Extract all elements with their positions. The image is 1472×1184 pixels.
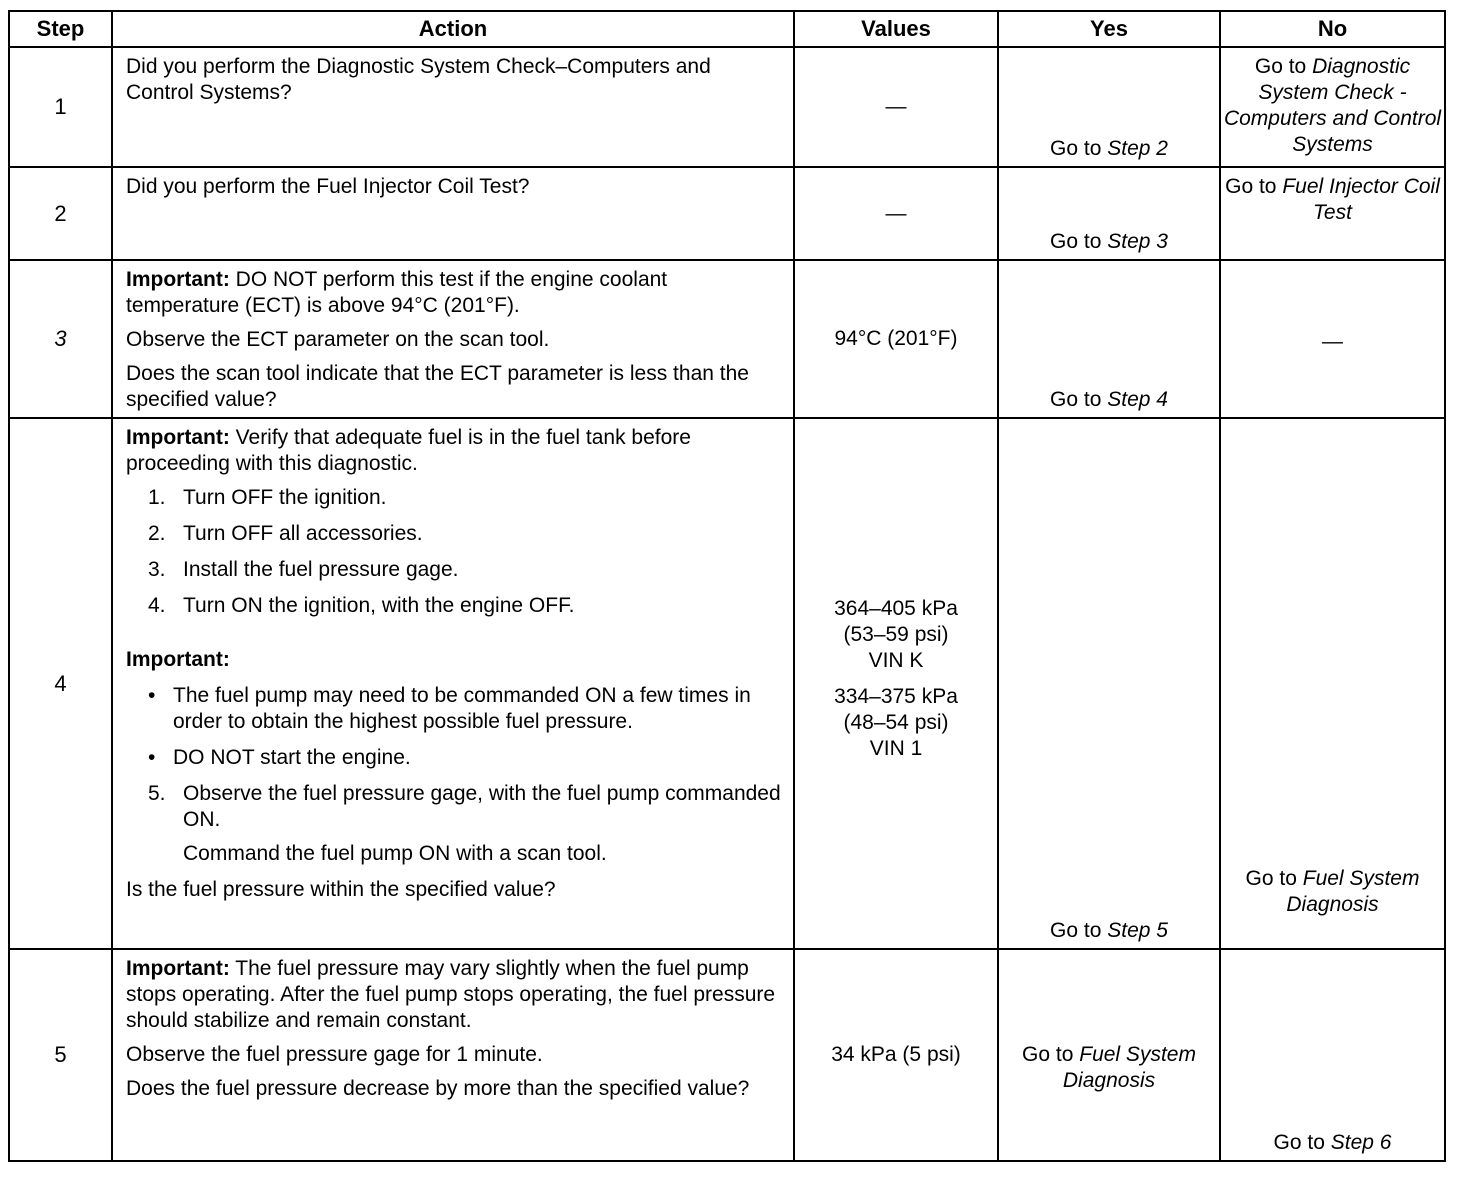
important-label: Important:	[126, 957, 230, 980]
value-text: 94°C (201°F)	[834, 327, 958, 350]
list-item: 4. Turn ON the ignition, with the engine OFF.	[148, 594, 575, 617]
action-cell	[112, 418, 794, 949]
action-cell	[112, 949, 794, 1161]
values-cell	[794, 167, 998, 260]
yes-cell[interactable]	[998, 418, 1220, 949]
step-number: 3	[9, 260, 112, 418]
table-row	[9, 418, 1445, 949]
header-yes: Yes	[998, 11, 1220, 47]
value-text: 34 kPa (5 psi)	[831, 1043, 961, 1066]
action-cell	[112, 260, 794, 418]
yes-prefix: Go to	[1050, 388, 1108, 411]
table-row	[9, 167, 1445, 260]
yes-link[interactable]: Step 4	[1107, 388, 1168, 411]
yes-prefix: Go to	[1050, 137, 1108, 160]
important-text: Verify that adequate fuel is in the fuel tank before proceeding with this diagnostic.	[126, 426, 691, 475]
list-item: 5. Observe the fuel pressure gage, with the fuel pump commanded ON.	[148, 782, 781, 831]
no-link[interactable]: Diagnostic System Check - Computers and Control Systems	[1223, 55, 1442, 156]
yes-link[interactable]: Fuel System Diagnosis	[1062, 1043, 1196, 1092]
no-cell[interactable]	[1220, 47, 1445, 167]
action-text: Did you perform the Diagnostic System Check–Computers and Control Systems?	[126, 55, 711, 104]
action-question: Does the scan tool indicate that the ECT parameter is less than the specified value?	[126, 362, 749, 411]
value-text: —	[885, 201, 907, 225]
yes-cell[interactable]	[998, 47, 1220, 167]
no-prefix: Go to	[1254, 55, 1313, 78]
no-link[interactable]: Fuel System Diagnosis	[1286, 867, 1420, 916]
no-text: —	[1322, 330, 1343, 353]
action-question: Does the fuel pressure decrease by more than the specified value?	[126, 1077, 750, 1100]
action-cell	[112, 47, 794, 167]
action-question: Is the fuel pressure within the specified value?	[126, 878, 556, 901]
values-cell	[794, 418, 998, 949]
value-text: —	[885, 95, 907, 118]
yes-cell[interactable]	[998, 260, 1220, 418]
action-line: Observe the fuel pressure gage for 1 minute.	[126, 1043, 543, 1066]
values-cell	[794, 260, 998, 418]
table-row	[9, 949, 1445, 1161]
yes-prefix: Go to	[1050, 919, 1108, 942]
important-label: Important:	[126, 426, 230, 449]
step-number: 4	[9, 418, 112, 949]
no-prefix: Go to	[1225, 175, 1283, 198]
step-number: 1	[9, 47, 112, 167]
list-item: 1. Turn OFF the ignition.	[148, 486, 387, 509]
no-cell	[1220, 260, 1445, 418]
header-values: Values	[794, 11, 998, 47]
important-text: The fuel pressure may vary slightly when the fuel pump stops operating. After the fuel pump stops operating, the fuel pressure should stabilize and remain constant.	[126, 957, 776, 1032]
yes-prefix: Go to	[1022, 1043, 1080, 1066]
important-text: DO NOT perform this test if the engine coolant temperature (ECT) is above 94°C (201°F).	[126, 268, 668, 317]
no-cell[interactable]	[1220, 167, 1445, 260]
yes-link[interactable]: Step 2	[1107, 137, 1168, 160]
step-number: 5	[9, 949, 112, 1161]
value-group: 334–375 kPa (48–54 psi) VIN 1	[834, 684, 958, 760]
list-item: 3. Install the fuel pressure gage.	[148, 558, 459, 581]
header-action: Action	[112, 11, 794, 47]
no-prefix: Go to	[1245, 867, 1303, 890]
yes-cell[interactable]	[998, 949, 1220, 1161]
action-line: Observe the ECT parameter on the scan tool.	[126, 328, 550, 351]
important-label: Important:	[126, 648, 230, 671]
action-text: Did you perform the Fuel Injector Coil Test?	[126, 175, 530, 198]
yes-link[interactable]: Step 5	[1107, 919, 1168, 942]
diagnostic-table	[8, 10, 1446, 1162]
no-link[interactable]: Step 6	[1330, 1131, 1392, 1154]
bullet-item: • DO NOT start the engine.	[148, 746, 411, 769]
values-cell	[794, 949, 998, 1161]
header-no: No	[1220, 11, 1445, 47]
yes-cell[interactable]	[998, 167, 1220, 260]
list-sub-item: Command the fuel pump ON with a scan tool.	[183, 842, 607, 865]
table-row	[9, 47, 1445, 167]
no-cell[interactable]	[1220, 418, 1445, 949]
no-link[interactable]: Fuel Injector Coil Test	[1282, 175, 1440, 224]
action-cell	[112, 167, 794, 260]
step-number: 2	[9, 167, 112, 260]
no-prefix: Go to	[1273, 1131, 1331, 1154]
no-cell[interactable]	[1220, 949, 1445, 1161]
yes-prefix: Go to	[1050, 230, 1108, 253]
yes-link[interactable]: Step 3	[1107, 230, 1168, 253]
header-row	[9, 11, 1445, 47]
table-row	[9, 260, 1445, 418]
values-cell	[794, 47, 998, 167]
list-item: 2. Turn OFF all accessories.	[148, 522, 423, 545]
bullet-item: • The fuel pump may need to be commanded ON a few times in order to obtain the highest possible fuel pressure.	[148, 684, 751, 733]
value-group: 364–405 kPa (53–59 psi) VIN K	[834, 596, 958, 672]
important-label: Important:	[126, 268, 230, 291]
header-step: Step	[9, 11, 112, 47]
